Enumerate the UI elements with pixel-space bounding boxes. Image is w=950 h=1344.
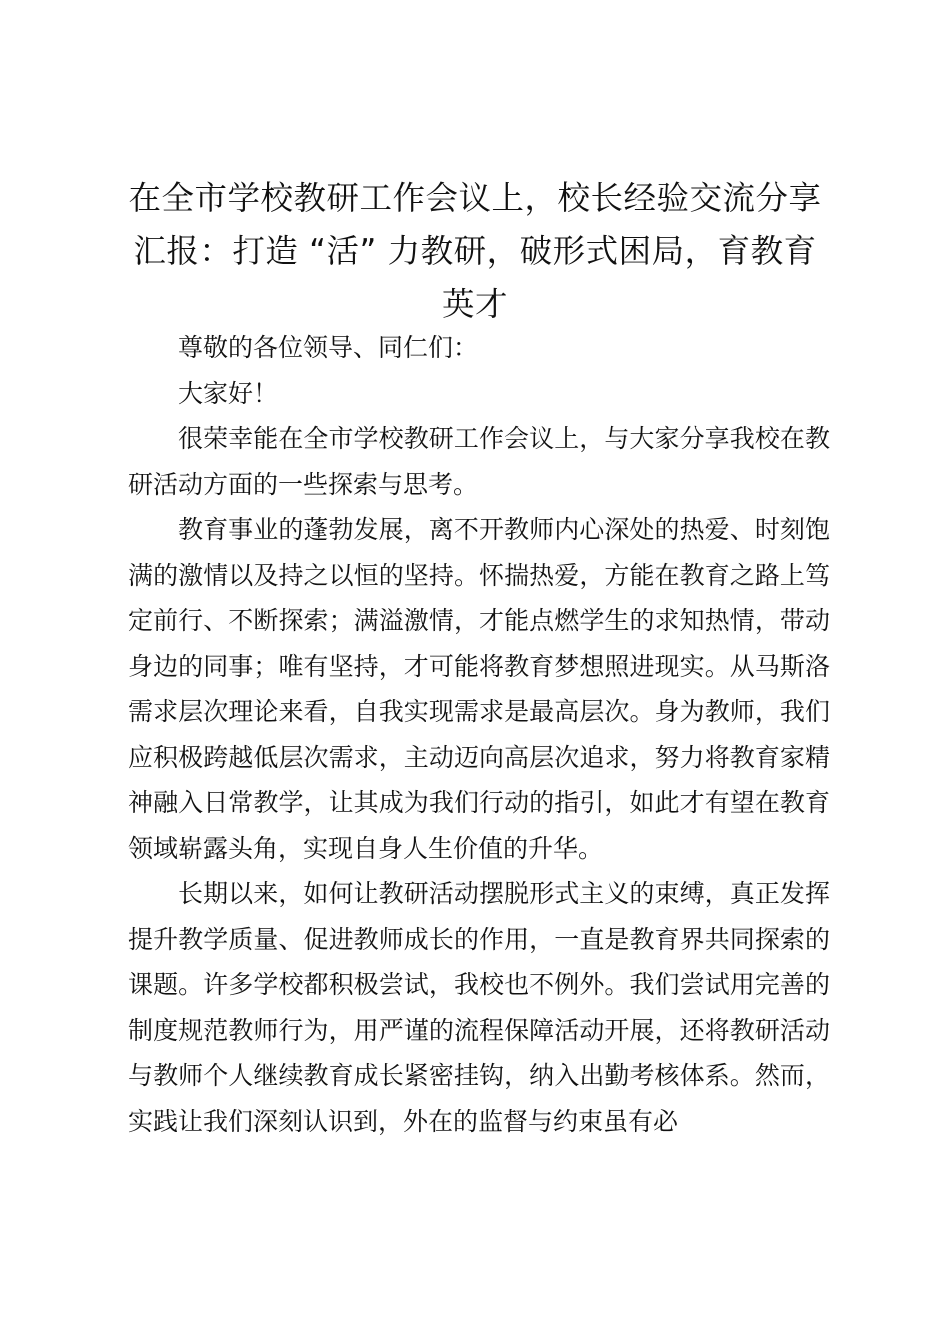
salutation: 尊敬的各位领导、同仁们： bbox=[178, 333, 479, 362]
document-body bbox=[128, 325, 830, 1144]
paragraph-intro: 很荣幸能在全市学校教研工作会议上，与大家分享我校在教研活动方面的一些探索与思考。 bbox=[128, 424, 830, 499]
paragraph-challenge: 长期以来，如何让教研活动摆脱形式主义的束缚，真正发挥提升教学质量、促进教师成长的作用，一直是教育界共同探索的课题。许多学校都积极尝试，我校也不例外。我们尝试用完善的制度规范教师行为，用严谨的流程保障活动开展，还将教研活动与教师个人继续教育成长紧密挂钩，纳入出勤考核体系。然而，实践让我们深刻认识到，外在的监督与约束虽有必 bbox=[128, 879, 830, 1136]
paragraph-passion: 教育事业的蓬勃发展，离不开教师内心深处的热爱、时刻饱满的激情以及持之以恒的坚持。怀揣热爱，方能在教育之路上笃定前行、不断探索；满溢激情，才能点燃学生的求知热情，带动身边的同事；唯有坚持，才可能将教育梦想照进现实。从马斯洛需求层次理论来看，自我实现需求是最高层次。身为教师，我们应积极跨越低层次需求，主动迈向高层次追求，努力将教育家精神融入日常教学，让其成为我们行动的指引，如此才有望在教育领域崭露头角，实现自身人生价值的升华。 bbox=[128, 515, 830, 863]
greeting: 大家好！ bbox=[178, 378, 279, 408]
document-title: 在全市学校教研工作会议上，校长经验交流分享汇报：打造 “活” 力教研，破形式困局，育教育英才 bbox=[128, 179, 822, 323]
